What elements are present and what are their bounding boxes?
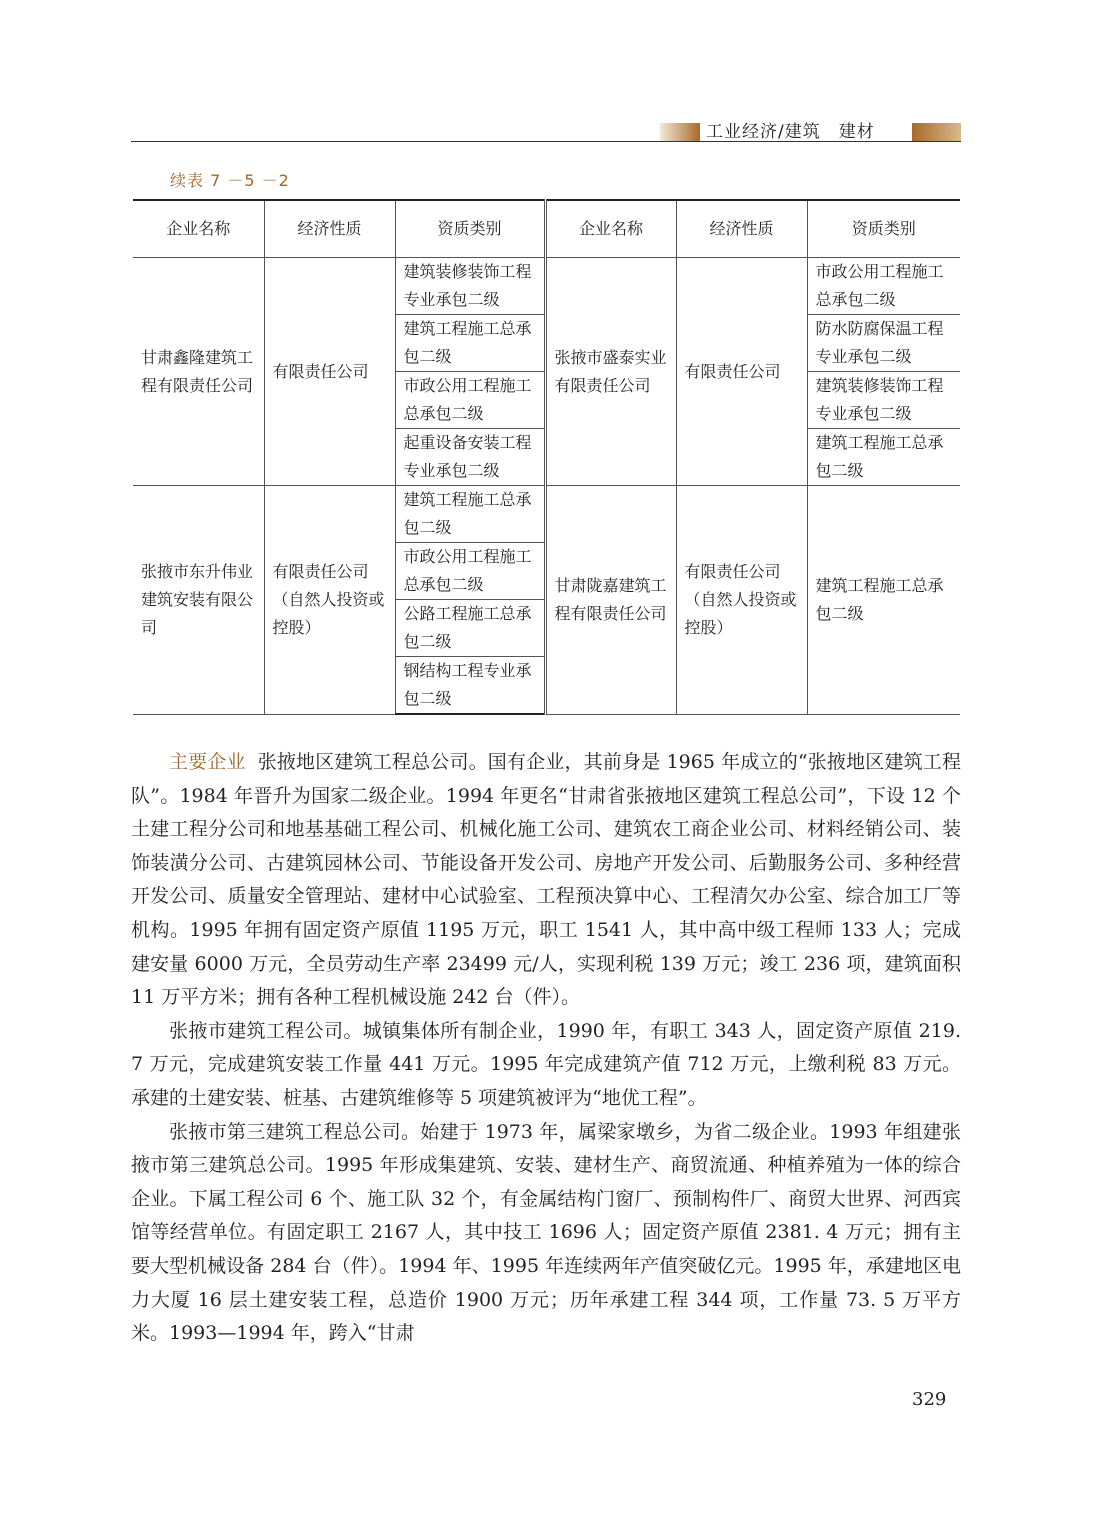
economic-nature: 有限责任公司（自然人投资或控股） <box>676 486 807 715</box>
qualification: 防水防腐保温工程专业承包二级 <box>807 315 960 372</box>
section-lead: 主要企业 <box>169 751 246 773</box>
col-header: 资质类别 <box>807 200 960 258</box>
paragraph: 张掖市第三建筑工程总公司。始建于 1973 年，属梁家墩乡，为省二级企业。1993 年组建张掖市第三建筑总公司。1995 年形成集建筑、安装、建材生产、商贸流通、种植养殖为一体的综合企业。下属工程公司 6 个、施工队 32 个，有金属结构门窗厂、预制构件厂、商贸大世界、河西宾馆等经营单位。有固定职工 2167 人，其中技工 1696 人；固定资产原值 2381. 4 万元；拥有主要大型机械设备 284 台（件）。1994 年、1995 年连续两年产值突破亿元。1995 年，承建地区电力大厦 16 层土建安装工程，总造价 1900 万元；历年承建工程 344 项，工作量 73. 5 万平方米。1993—1994 年，跨入“甘肃 <box>131 1120 961 1345</box>
company-name: 甘肃鑫隆建筑工程有限责任公司 <box>133 258 264 486</box>
company-name: 甘肃陇嘉建筑工程有限责任公司 <box>545 486 676 715</box>
table-row <box>133 258 960 315</box>
table-row <box>133 486 960 543</box>
qualification: 市政公用工程施工总承包二级 <box>395 543 545 600</box>
col-header: 资质类别 <box>395 200 545 258</box>
paragraph <box>131 746 961 1015</box>
body-text <box>131 746 961 1351</box>
qualification: 建筑工程施工总承包二级 <box>395 486 545 543</box>
qualification: 建筑装修装饰工程专业承包二级 <box>807 372 960 429</box>
page-number: 329 <box>912 1389 947 1410</box>
company-name: 张掖市盛泰实业有限责任公司 <box>545 258 676 486</box>
running-header: 工业经济/建筑 建材 <box>706 122 875 142</box>
enterprise-table <box>133 199 960 715</box>
col-header: 经济性质 <box>676 200 807 258</box>
paragraph: 张掖市建筑工程公司。城镇集体所有制企业，1990 年，有职工 343 人，固定资产原值 219. 7 万元，完成建筑安装工作量 441 万元。1995 年完成建筑产值 712 万元，上缴利税 83 万元。承建的土建安装、桩基、古建筑维修等 5 项建筑被评为“地优工程”。 <box>131 1019 961 1109</box>
qualification: 市政公用工程施工总承包二级 <box>395 372 545 429</box>
col-header: 企业名称 <box>545 200 676 258</box>
economic-nature: 有限责任公司 <box>676 258 807 486</box>
economic-nature: 有限责任公司（自然人投资或控股） <box>264 486 395 715</box>
header-rule <box>131 141 961 142</box>
qualification: 公路工程施工总承包二级 <box>395 600 545 657</box>
qualification: 建筑工程施工总承包二级 <box>807 429 960 486</box>
header-decor-left <box>660 123 700 141</box>
qualification: 市政公用工程施工总承包二级 <box>807 258 960 315</box>
qualification: 起重设备安装工程专业承包二级 <box>395 429 545 486</box>
col-header: 企业名称 <box>133 200 264 258</box>
table-header-row <box>133 200 960 258</box>
qualification: 钢结构工程专业承包二级 <box>395 657 545 715</box>
col-header: 经济性质 <box>264 200 395 258</box>
qualification: 建筑工程施工总承包二级 <box>807 486 960 715</box>
qualification: 建筑装修装饰工程专业承包二级 <box>395 258 545 315</box>
table-caption: 续表 7 －5 －2 <box>170 171 290 190</box>
company-name: 张掖市东升伟业建筑安装有限公司 <box>133 486 264 715</box>
paragraph-text: 张掖地区建筑工程总公司。国有企业，其前身是 1965 年成立的“张掖地区建筑工程队”。1984 年晋升为国家二级企业。1994 年更名“甘肃省张掖地区建筑工程总公司”，下设 12 个土建工程分公司和地基基础工程公司、机械化施工公司、建筑农工商企业公司、材料经销公司、装饰装潢分公司、古建筑园林公司、节能设备开发公司、房地产开发公司、后勤服务公司、多种经营开发公司、质量安全管理站、建材中心试验室、工程预决算中心、工程清欠办公室、综合加工厂等机构。1995 年拥有固定资产原值 1195 万元，职工 1541 人，其中高中级工程师 133 人；完成建安量 6000 万元，全员劳动生产率 23499 元/人，实现利税 139 万元；竣工 236 项，建筑面积 11 万平方米；拥有各种工程机械设施 242 台（件）。 <box>131 751 961 1009</box>
qualification: 建筑工程施工总承包二级 <box>395 315 545 372</box>
header-decor-right <box>912 123 961 141</box>
economic-nature: 有限责任公司 <box>264 258 395 486</box>
